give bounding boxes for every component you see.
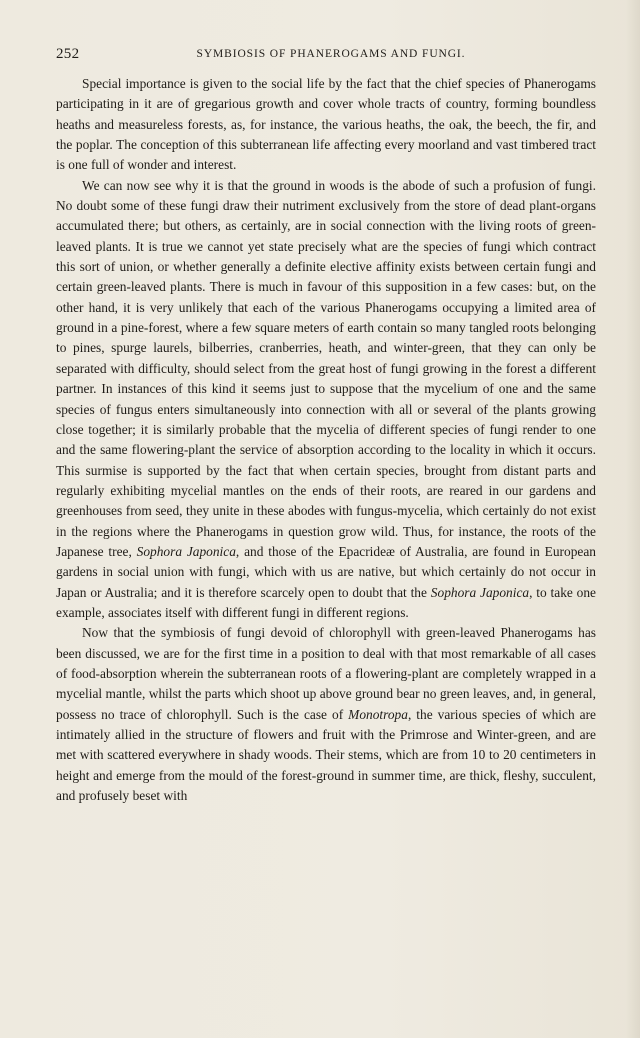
- paragraph-3-text-end: , the various species of which are intimately allied in the structure of flowers and fruit with the Primrose and Winter-green, and are met with scattered everywhere in shady woods. Their stems, which are from 10 to 20 centimeters in height and emerge from the mould of the forest-ground in summer time, are thick, fleshy, succulent, and profusely beset with: [56, 706, 597, 804]
- species-name-sophora-japonica: Sophora Japonica: [430, 584, 530, 600]
- paragraph-2: [56, 176, 596, 624]
- paragraph-3: [56, 623, 596, 806]
- page-number: 252: [56, 46, 80, 62]
- paragraph-1-text: Special importance is given to the social life by the fact that the chief species of Phanerogams participating in it are of gregarious growth and cover whole tracts of country, forming boundless heaths and measureless forests, as, for instance, the various heaths, the oak, the beech, the fir, and the poplar. The conception of this subterranean life affecting every moorland and vast timbered tract is one full of wonder and interest.: [56, 76, 596, 173]
- body-text: [56, 74, 596, 806]
- genus-name-monotropa: Monotropa: [348, 706, 408, 722]
- paragraph-2-text-continued: , and those of the Epacrideæ of Australia, are found in European gardens in social union with fungi, which with us are native, but which certainly do not occur in Japan or Australia; and it is therefore scarcely open to doubt that the: [56, 543, 596, 600]
- paragraph-2-text-end: , to take one example, associates itself with different fungi in different regions.: [56, 584, 597, 620]
- paragraph-3-text: Now that the symbiosis of fungi devoid of chlorophyll with green-leaved Phanerogams has been discussed, we are for the first time in a position to deal with that most remarkable of all cases of food-absorption wherein the subterranean roots of a flowering-plant are completely wrapped in a mycelial mantle, whilst the parts which shoot up above ground bear no green leaves, and, in general, possess no trace of chlorophyll. Such is the case of: [56, 625, 596, 722]
- paragraph-1: [56, 74, 596, 176]
- page-header: [56, 46, 596, 66]
- running-title: SYMBIOSIS OF PHANEROGAMS AND FUNGI.: [196, 48, 466, 60]
- species-name-sophora-japonica: Sophora Japonica: [136, 543, 236, 559]
- paragraph-2-text: We can now see why it is that the ground in woods is the abode of such a profusion of fungi. No doubt some of these fungi draw their nutriment exclusively from the store of dead plant-organs accumulated there; but others, as certainly, are in social connection with the living roots of green-leaved plants. It is true we cannot yet state precisely what are the species of fungi which contract this sort of union, or whether generally a definite elective affinity exists between certain fungi and certain green-leaved plants. There is much in favour of this supposition in a few cases: but, on the other hand, it is very unlikely that each of the various Phanerogams occupying a limited area of ground in a pine-forest, where a few square meters of earth contain so many tangled roots belonging to pines, spurge laurels, bilberries, cranberries, heath, and winter-green, that they can only be separated with difficulty, should select from the great host of fungi growing in the forest a different partner. In instances of this kind it seems just to suppose that the mycelium of one and the same species of fungus enters simultaneously into connection with all or several of the plants growing close together; it is similarly probable that the mycelia of different species of fungi render to one and the same flowering-plant the service of absorption according to the locality in which it occurs. This surmise is supported by the fact that when certain species, brought from distant parts and regularly exhibiting mycelial mantles on the ends of their roots, are reared in our gardens and greenhouses from seed, they unite in these abodes with fungus-mycelia, which certainly do not exist in the regions where the Phanerogams in question grow wild. Thus, for instance, the roots of the Japanese tree,: [56, 177, 596, 559]
- page-edge-shadow: [626, 0, 640, 1038]
